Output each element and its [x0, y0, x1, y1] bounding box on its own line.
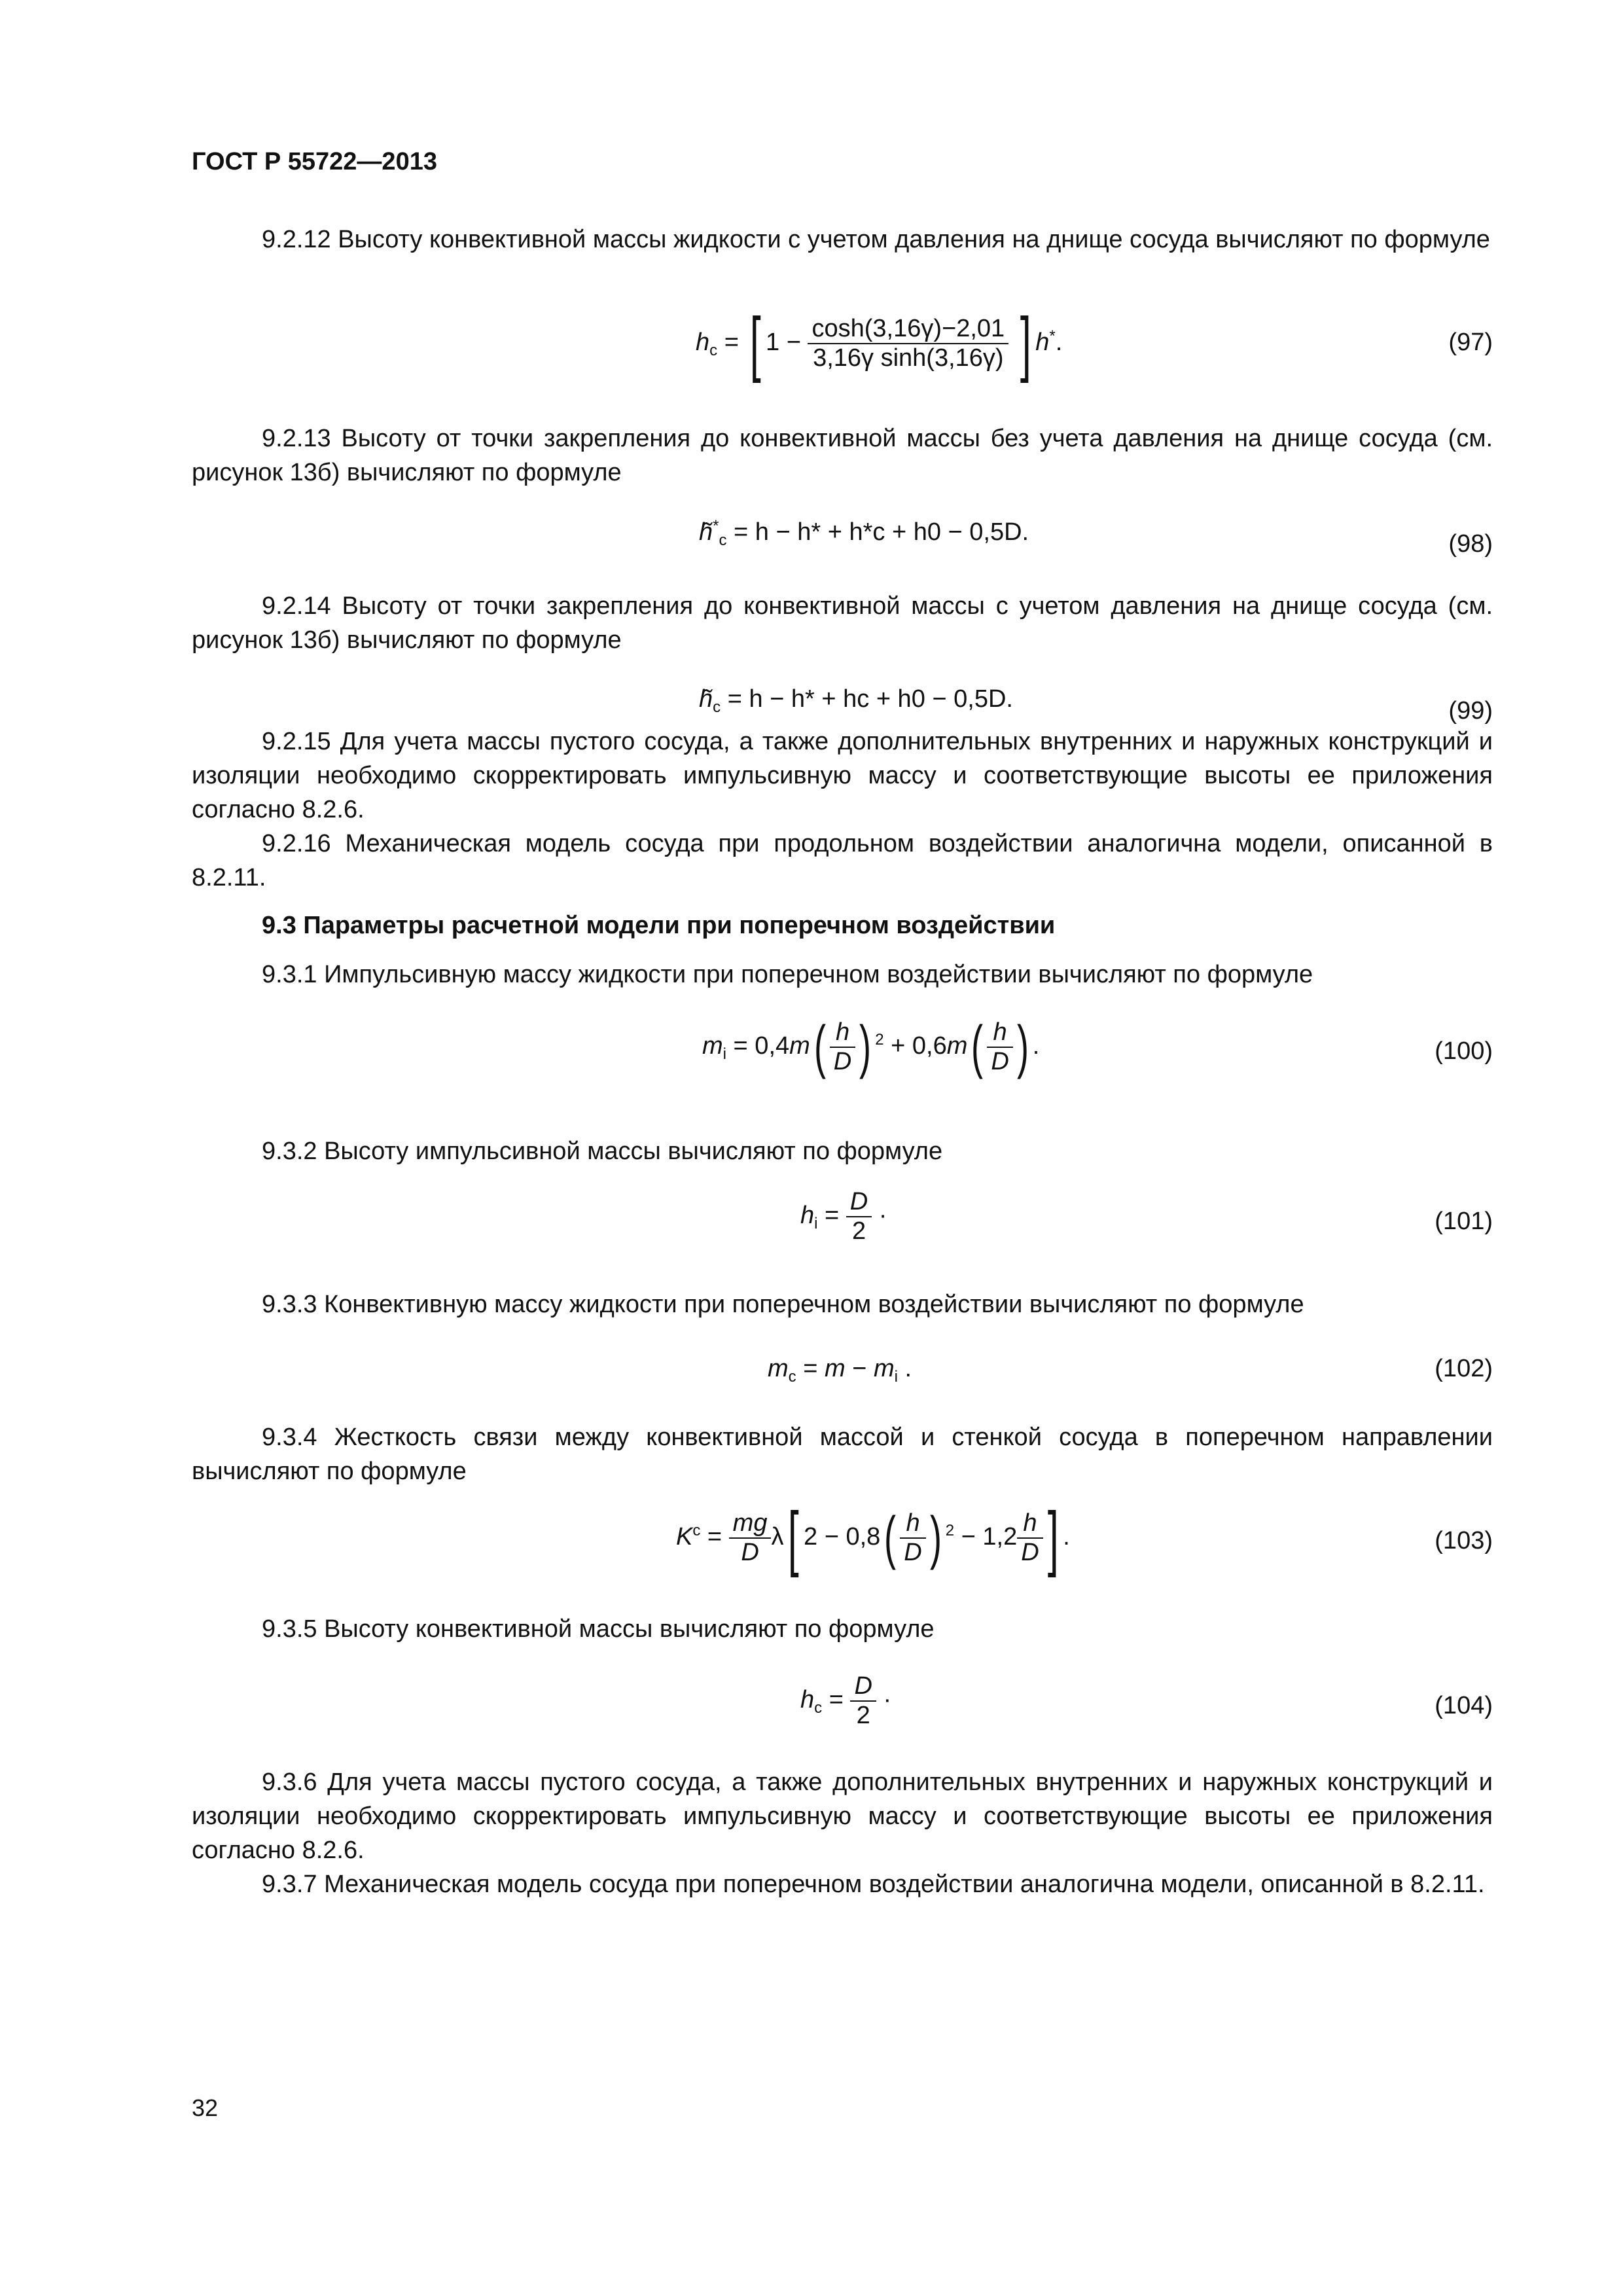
equation-number: (97): [1448, 329, 1493, 356]
section-heading-9-3: 9.3 Параметры расчетной модели при поперечном воздействии: [262, 912, 1056, 939]
paragraph-9-3-1: 9.3.1 Импульсивную массу жидкости при поперечном воздействии вычисляют по формуле: [262, 961, 1313, 988]
paragraph-9-2-13: 9.2.13 Высоту от точки закрепления до конвективной массы без учета давления на днище сосуда (см. рисунок 13б) вычисляют по формуле: [192, 425, 1493, 486]
equation-98: $h̃^*_c = h - h* + h*c + h0 - 0,5D$. (98): [699, 517, 1493, 558]
paragraph-9-2-16: 9.2.16 Механическая модель сосуда при продольном воздействии аналогична модели, описанной в 8.2.11.: [192, 830, 1493, 891]
equation-number: (98): [1448, 530, 1493, 558]
equation-number: (99): [1448, 697, 1493, 725]
paragraph-9-3-4: 9.3.4 Жесткость связи между конвективной массой и стенкой сосуда в поперечном направлении вычисляют по формуле: [192, 1424, 1493, 1485]
standard-header: ГОСТ Р 55722—2013: [192, 148, 437, 175]
paragraph-9-3-2: 9.3.2 Высоту импульсивной массы вычисляют по формуле: [262, 1138, 943, 1165]
equation-number: (101): [1435, 1208, 1493, 1235]
equation-101: $h_i$ = $\frac{D}{2}$ · (101): [800, 1188, 1493, 1245]
paragraph-9-2-12: 9.2.12 Высоту конвективной массы жидкости с учетом давления на днище сосуда вычисляют по формуле: [262, 226, 1490, 253]
paragraph-9-3-6: 9.3.6 Для учета массы пустого сосуда, а также дополнительных внутренних и наружных конструкций и изоляции необходимо скорректировать импульсивную массу и соответствующие высоты ее приложения согласно 8.2.6. 9.3.7 Механическая модель сосуда при поперечном воздействии аналогична модели, описанной в 8.2.11.: [192, 1765, 1493, 1901]
equation-103: $K^c$ = $\frac{mg}{D}$ λ[ 2 − 0,8( $\frac{h}{D}$ ) $^2$ − 1,2 $\frac{h}{D}$ ] . (103): [676, 1498, 1493, 1578]
paragraph-9-2-15: 9.2.15 Для учета массы пустого сосуда, а также дополнительных внутренних и наружных конструкций и изоляции необходимо скорректировать импульсивную массу и соответствующие высоты ее приложения согласно 8.2.6. 9.2.16 Механическая модель сосуда при продольном воздействии аналогична модели, описанной в 8.2.11.: [192, 725, 1493, 895]
paragraph-9-2-14: 9.2.14 Высоту от точки закрепления до конвективной массы с учетом давления на днище сосуда (см. рисунок 13б) вычисляют по формуле: [192, 592, 1493, 654]
equation-99: $h̃_c = h - h*$ + hc + h0 − 0,5D. (99): [699, 685, 1493, 725]
equation-100: $m_i = 0,4m$( $\frac{h}{D}$ ) $^2$ + 0,6m( $\frac{h}{D}$ ) . (100): [702, 1014, 1493, 1080]
equation-97: $h_c$ = [ 1 − $\frac{\cosh(3,16\gamma)-2,01}{\text{3,16γ sinh(3,16γ)}}$ ] h*. (97): [696, 303, 1493, 384]
paragraph-9-3-3: 9.3.3 Конвективную массу жидкости при поперечном воздействии вычисляют по формуле: [262, 1291, 1304, 1318]
equation-number: (102): [1435, 1355, 1493, 1382]
equation-number: (100): [1435, 1037, 1493, 1065]
paragraph-9-3-7: 9.3.7 Механическая модель сосуда при поперечном воздействии аналогична модели, описанной в 8.2.11.: [262, 1871, 1485, 1898]
equation-102: $m_c = m - m_i$ . (102): [768, 1355, 1493, 1386]
paragraph-9-3-5: 9.3.5 Высоту конвективной массы вычисляют по формуле: [262, 1615, 935, 1643]
equation-number: (104): [1435, 1692, 1493, 1719]
page-number: 32: [192, 2094, 219, 2121]
equation-104: $h_c$ = $\frac{D}{2}$ · (104): [800, 1672, 1493, 1729]
equation-number: (103): [1435, 1527, 1493, 1554]
